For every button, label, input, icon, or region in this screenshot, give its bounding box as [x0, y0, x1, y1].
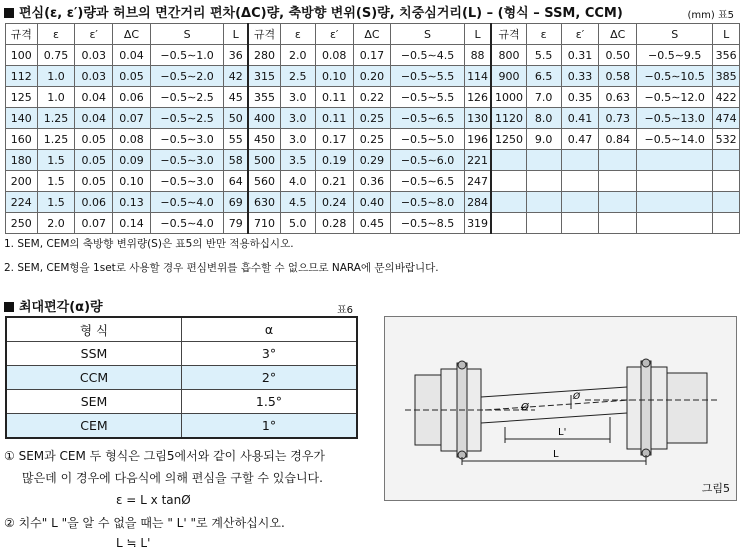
table5-cell: 0.19 — [315, 150, 353, 171]
table5-cell: −0.5∼3.0 — [150, 129, 223, 150]
table5-cell: −0.5∼5.5 — [391, 66, 464, 87]
table5-row — [6, 108, 740, 129]
table5-cell: −0.5∼13.0 — [637, 108, 713, 129]
label-l: L — [553, 449, 559, 460]
table5-cell: 0.31 — [561, 45, 599, 66]
table6-cell: 2° — [182, 366, 358, 390]
table5-row — [6, 192, 740, 213]
table5-cell: 0.03 — [75, 45, 113, 66]
table5-cell: 0.58 — [599, 66, 637, 87]
table5-cell — [599, 150, 637, 171]
table5-cell: 224 — [6, 192, 38, 213]
table5-cell — [526, 171, 561, 192]
table5-cell: 0.40 — [353, 192, 391, 213]
table5-header-cell: 규격 — [6, 24, 38, 45]
table5-cell: 0.75 — [37, 45, 75, 66]
table5-cell: 196 — [464, 129, 491, 150]
table5-cell — [637, 213, 713, 234]
table5-header-cell: ε′ — [315, 24, 353, 45]
table5-header-cell: S — [150, 24, 223, 45]
table5-title-text: 편심(ε, ε′)량과 허브의 면간거리 편차(ΔC)량, 축방향 변위(S)량, 치중심거리(L) – (형식 – SSM, CCM) — [19, 6, 623, 21]
table5-cell: 1250 — [491, 129, 526, 150]
table5-cell: −0.5∼6.5 — [391, 108, 464, 129]
table5-cell — [713, 171, 740, 192]
table6-title-text: 최대편각(α)량 — [19, 300, 103, 315]
table6-cell: SEM — [6, 390, 182, 414]
table5-cell: 0.10 — [315, 66, 353, 87]
table5-cell: 114 — [464, 66, 491, 87]
table5-cell: 0.47 — [561, 129, 599, 150]
table5-cell: 355 — [248, 87, 280, 108]
table5-cell: 250 — [6, 213, 38, 234]
label-phi-right: Ø — [573, 392, 581, 402]
table5-cell: 5.5 — [526, 45, 561, 66]
table5-header-cell: S — [391, 24, 464, 45]
table5-cell: 0.28 — [315, 213, 353, 234]
table5-cell: 140 — [6, 108, 38, 129]
table5-cell: 3.0 — [280, 87, 315, 108]
table5-cell — [713, 192, 740, 213]
table5-cell: 0.21 — [315, 171, 353, 192]
table5-header-cell: ε — [280, 24, 315, 45]
table5-cell — [561, 192, 599, 213]
formula-2: L ≒ L' — [116, 536, 151, 550]
table5-cell: −0.5∼5.0 — [391, 129, 464, 150]
table5-cell: 88 — [464, 45, 491, 66]
table5-cell: 55 — [224, 129, 248, 150]
table6-cell: 1° — [182, 414, 358, 439]
table6-row — [6, 342, 357, 366]
table5-header-cell: L — [713, 24, 740, 45]
table5-cell: 0.84 — [599, 129, 637, 150]
label-phi-left: Ø — [521, 402, 529, 413]
table5-cell: 36 — [224, 45, 248, 66]
table5-cell: 69 — [224, 192, 248, 213]
table5-cell: 0.41 — [561, 108, 599, 129]
table5-header-cell: ε — [37, 24, 75, 45]
table5-cell: 0.05 — [75, 150, 113, 171]
table5-cell: 1.25 — [37, 108, 75, 129]
table5-row — [6, 129, 740, 150]
table5-header-cell: ε — [526, 24, 561, 45]
table5-cell: −0.5∼9.5 — [637, 45, 713, 66]
table5-cell: 0.10 — [113, 171, 151, 192]
table5-cell: 0.08 — [113, 129, 151, 150]
table5-row — [6, 213, 740, 234]
table5-cell: 0.07 — [113, 108, 151, 129]
table5-header-cell: ΔC — [113, 24, 151, 45]
table5-cell: −0.5∼5.5 — [391, 87, 464, 108]
table5-cell: 45 — [224, 87, 248, 108]
note-2: 2. SEM, CEM형을 1set로 사용할 경우 편심변위를 흡수할 수 없으므로 NARA에 문의바랍니다. — [4, 262, 439, 274]
table5 — [5, 23, 740, 234]
table5-cell: 560 — [248, 171, 280, 192]
table5-cell: 0.25 — [353, 108, 391, 129]
table5-cell: 0.07 — [75, 213, 113, 234]
table6-row — [6, 366, 357, 390]
table5-cell: 1.0 — [37, 66, 75, 87]
table6-cell: CCM — [6, 366, 182, 390]
label-l-prime: L' — [558, 427, 567, 438]
paragraph-1-line-1: ① SEM과 CEM 두 형식은 그림5에서와 같이 사용되는 경우가 — [4, 449, 326, 463]
table5-header-cell: L — [464, 24, 491, 45]
table5-cell: 2.0 — [280, 45, 315, 66]
table5-cell: 4.5 — [280, 192, 315, 213]
table5-header-cell: 규격 — [491, 24, 526, 45]
table5-cell: 280 — [248, 45, 280, 66]
table5-cell: 0.06 — [113, 87, 151, 108]
table5-cell: 0.63 — [599, 87, 637, 108]
table5-cell: 1120 — [491, 108, 526, 129]
table6-header-cell: 형 식 — [6, 317, 182, 342]
table5-cell: 0.08 — [315, 45, 353, 66]
table5-cell: −0.5∼8.0 — [391, 192, 464, 213]
table5-cell: −0.5∼6.0 — [391, 150, 464, 171]
table5-cell: 0.14 — [113, 213, 151, 234]
table5-cell: 180 — [6, 150, 38, 171]
table5-cell — [491, 150, 526, 171]
table5-cell — [491, 213, 526, 234]
table5-cell: 3.0 — [280, 108, 315, 129]
table5-cell: 315 — [248, 66, 280, 87]
table5-cell: 0.29 — [353, 150, 391, 171]
table5-cell: 160 — [6, 129, 38, 150]
table5-cell: −0.5∼10.5 — [637, 66, 713, 87]
note-1: 1. SEM, CEM의 축방향 변위량(S)은 표5의 반만 적용하십시오. — [4, 238, 294, 250]
table5-cell: 0.11 — [315, 87, 353, 108]
square-bullet-icon — [4, 302, 14, 312]
table6-cell: 1.5° — [182, 390, 358, 414]
table5-cell: 221 — [464, 150, 491, 171]
table5-cell: 319 — [464, 213, 491, 234]
table5-cell: 0.35 — [561, 87, 599, 108]
table5-header-cell: L — [224, 24, 248, 45]
paragraph-1-line-2: 많은데 이 경우에 다음식에 의해 편심을 구할 수 있습니다. — [22, 471, 323, 485]
table6 — [5, 316, 358, 439]
paragraph-2: ② 치수" L "을 알 수 없을 때는 " L' "로 계산하십시오. — [4, 516, 285, 530]
table6-cell: SSM — [6, 342, 182, 366]
table5-number: (mm) 표5 — [687, 10, 734, 21]
table5-cell — [526, 192, 561, 213]
table6-header-cell: α — [182, 317, 358, 342]
table5-cell: 112 — [6, 66, 38, 87]
table5-cell: 130 — [464, 108, 491, 129]
table5-cell: 100 — [6, 45, 38, 66]
table5-cell: 0.05 — [75, 129, 113, 150]
table5-cell: −0.5∼4.0 — [150, 192, 223, 213]
table5-cell: 50 — [224, 108, 248, 129]
table5-header-cell: ε′ — [561, 24, 599, 45]
table5-cell — [561, 171, 599, 192]
table5-cell: 200 — [6, 171, 38, 192]
table5-cell: 1.5 — [37, 171, 75, 192]
table5-cell: 710 — [248, 213, 280, 234]
table5-cell — [637, 150, 713, 171]
table5-cell: 5.0 — [280, 213, 315, 234]
table5-cell: 3.0 — [280, 129, 315, 150]
figure5-caption: 그림5 — [701, 482, 730, 495]
table5-cell: −0.5∼4.5 — [391, 45, 464, 66]
table5-cell: 2.5 — [280, 66, 315, 87]
table6-header-row — [6, 317, 357, 342]
table5-cell: 0.04 — [75, 108, 113, 129]
table5-cell: 0.36 — [353, 171, 391, 192]
table5-cell: 0.04 — [113, 45, 151, 66]
table5-cell — [561, 213, 599, 234]
table5-cell: 400 — [248, 108, 280, 129]
table5-cell: −0.5∼2.5 — [150, 108, 223, 129]
table5-cell — [526, 150, 561, 171]
table5-cell: 1.5 — [37, 150, 75, 171]
table5-cell: −0.5∼2.5 — [150, 87, 223, 108]
table5-cell: −0.5∼3.0 — [150, 171, 223, 192]
table5-cell: 1.0 — [37, 87, 75, 108]
table5-cell: 6.5 — [526, 66, 561, 87]
table5-cell — [637, 171, 713, 192]
table5-cell: 385 — [713, 66, 740, 87]
table5-cell: 800 — [491, 45, 526, 66]
table5-cell: 0.33 — [561, 66, 599, 87]
table5-cell — [599, 171, 637, 192]
table5-cell: 247 — [464, 171, 491, 192]
table5-cell: 0.24 — [315, 192, 353, 213]
table5-cell: 422 — [713, 87, 740, 108]
table5-header-cell: ΔC — [353, 24, 391, 45]
table6-title — [4, 296, 103, 315]
table5-cell: 7.0 — [526, 87, 561, 108]
table5-cell: 0.73 — [599, 108, 637, 129]
table5-cell: −0.5∼2.0 — [150, 66, 223, 87]
table5-cell: 2.0 — [37, 213, 75, 234]
table5-cell: 0.13 — [113, 192, 151, 213]
table5-cell: 4.0 — [280, 171, 315, 192]
table5-cell: 0.25 — [353, 129, 391, 150]
table5-cell: 0.17 — [353, 45, 391, 66]
table5-cell: 0.03 — [75, 66, 113, 87]
table5-cell: 356 — [713, 45, 740, 66]
table5-cell: 0.06 — [75, 192, 113, 213]
table5-cell: 1.25 — [37, 129, 75, 150]
table5-header-row — [6, 24, 740, 45]
table5-cell: −0.5∼1.0 — [150, 45, 223, 66]
table5-cell: 1.5 — [37, 192, 75, 213]
table6-number: 표6 — [337, 305, 354, 316]
table5-cell: 3.5 — [280, 150, 315, 171]
table5-cell: 0.45 — [353, 213, 391, 234]
table5-cell: −0.5∼4.0 — [150, 213, 223, 234]
table5-header-cell: ε′ — [75, 24, 113, 45]
table5-cell: 9.0 — [526, 129, 561, 150]
table5-cell: 0.09 — [113, 150, 151, 171]
table5-cell — [491, 192, 526, 213]
table5-title — [4, 2, 623, 21]
table5-cell: −0.5∼6.5 — [391, 171, 464, 192]
table5-cell: 58 — [224, 150, 248, 171]
square-bullet-icon — [4, 8, 14, 18]
table5-cell: 0.50 — [599, 45, 637, 66]
table5-header-cell: 규격 — [248, 24, 280, 45]
table5-cell — [713, 150, 740, 171]
table5-cell: 0.11 — [315, 108, 353, 129]
table5-cell: 0.17 — [315, 129, 353, 150]
table5-cell: 450 — [248, 129, 280, 150]
table5-cell: 474 — [713, 108, 740, 129]
table5-cell — [491, 171, 526, 192]
table5-cell — [526, 213, 561, 234]
table5-row — [6, 87, 740, 108]
table5-cell — [637, 192, 713, 213]
table5-cell: 0.20 — [353, 66, 391, 87]
table5-cell: −0.5∼3.0 — [150, 150, 223, 171]
formula-1: ε = L x tanØ — [116, 493, 191, 507]
table5-row — [6, 171, 740, 192]
table5-cell: −0.5∼12.0 — [637, 87, 713, 108]
table5-cell: 126 — [464, 87, 491, 108]
table5-cell: 42 — [224, 66, 248, 87]
table5-cell: 500 — [248, 150, 280, 171]
table6-row — [6, 414, 357, 439]
table5-cell: 0.05 — [75, 171, 113, 192]
table5-cell: 630 — [248, 192, 280, 213]
table5-cell: 1000 — [491, 87, 526, 108]
table5-row — [6, 45, 740, 66]
table6-cell: 3° — [182, 342, 358, 366]
table5-cell — [713, 213, 740, 234]
table5-row — [6, 66, 740, 87]
table6-row — [6, 390, 357, 414]
table5-cell: −0.5∼8.5 — [391, 213, 464, 234]
table6-cell: CEM — [6, 414, 182, 439]
table5-row — [6, 150, 740, 171]
table5-cell: 532 — [713, 129, 740, 150]
table5-cell: 900 — [491, 66, 526, 87]
table5-header-cell: S — [637, 24, 713, 45]
table5-cell — [599, 192, 637, 213]
table5-cell: 0.22 — [353, 87, 391, 108]
table5-cell: −0.5∼14.0 — [637, 129, 713, 150]
table5-header-cell: ΔC — [599, 24, 637, 45]
table5-cell: 64 — [224, 171, 248, 192]
table5-cell — [561, 150, 599, 171]
table5-cell: 0.05 — [113, 66, 151, 87]
table5-cell: 284 — [464, 192, 491, 213]
table5-cell — [599, 213, 637, 234]
table5-cell: 0.04 — [75, 87, 113, 108]
table5-cell: 125 — [6, 87, 38, 108]
table5-cell: 79 — [224, 213, 248, 234]
table5-cell: 8.0 — [526, 108, 561, 129]
figure5 — [384, 316, 737, 501]
coupling-diagram — [385, 317, 736, 500]
